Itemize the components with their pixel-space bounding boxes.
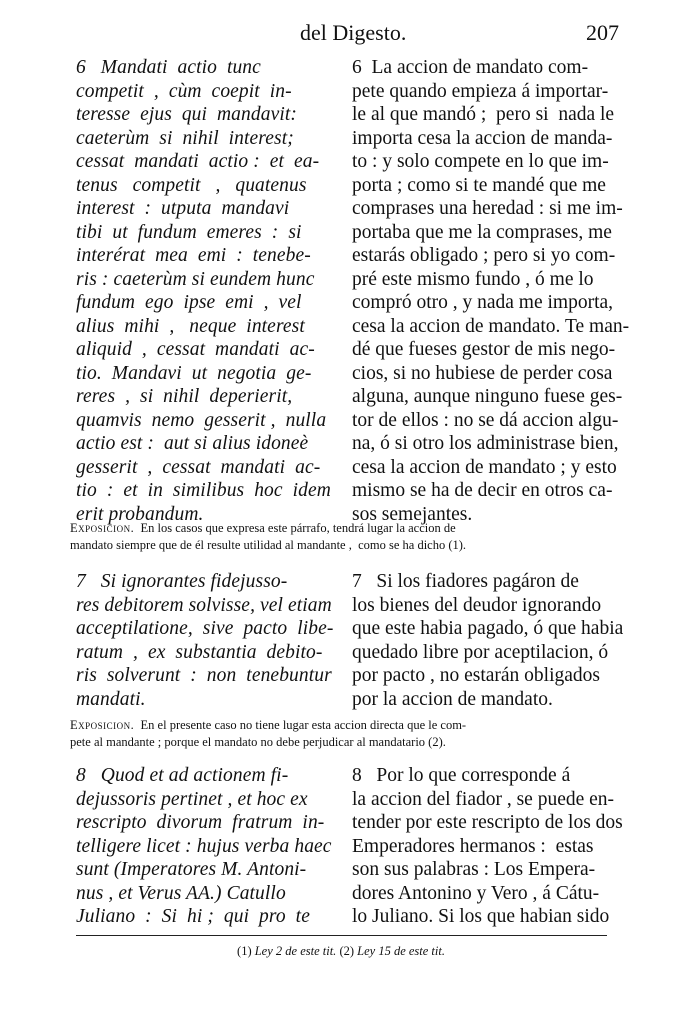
paragraph-8 (76, 764, 623, 930)
spanish-line: lo Juliano. Si los que habian sido (352, 906, 610, 927)
spanish-line: cesa la accion de mandato ; y esto (352, 456, 617, 478)
spanish-line: quedado libre por aceptilacion, ó (352, 641, 609, 663)
running-title: del Digesto. (300, 20, 407, 45)
exposition-note (70, 520, 618, 554)
latin-line: tenus competit , quatenus (76, 174, 307, 196)
spanish-line: estarás obligado ; pero si yo com- (352, 245, 616, 266)
latin-line: alius mihi , neque interest (76, 315, 305, 337)
spanish-line: le al que mandó ; pero si nada le (352, 104, 615, 125)
spanish-column (352, 764, 623, 929)
latin-line: teresse ejus qui mandavit: (76, 104, 297, 125)
exposition-line: mandato siempre que de él resulte utilidad al mandante , como se ha dicho (1). (70, 538, 467, 552)
spanish-line: na, ó si otro los administrase bien, (352, 433, 619, 454)
spanish-line: por pacto , no estarán obligados (352, 665, 601, 686)
spanish-line: Emperadores hermanos : estas (352, 835, 594, 857)
latin-line: interest : utputa mandavi (76, 198, 290, 219)
spanish-line: dores Antonino y Vero , á Cátu- (352, 882, 600, 904)
latin-line: 8 Quod et ad actionem fi- (76, 765, 289, 786)
spanish-line: dé que fueses gestor de mis nego- (352, 339, 616, 360)
footnotes (0, 944, 682, 959)
footnote-marker: (1) (237, 944, 252, 958)
latin-line: aliquid , cessat mandati ac- (76, 339, 315, 360)
latin-line: ris solverunt : non tenebuntur (76, 665, 332, 686)
spanish-line: la accion del fiador , se puede en- (352, 788, 615, 810)
latin-line: fundum ego ipse emi , vel (76, 292, 302, 313)
latin-line: tibi ut fundum emeres : si (76, 221, 302, 243)
latin-line: erit probandum. (76, 503, 204, 525)
latin-line: res debitorem solvisse, vel etiam (76, 594, 332, 616)
exposition-label: Exposicion. (70, 718, 135, 732)
latin-line: telligere licet : hujus verba haec (76, 835, 332, 857)
spanish-line: sos semejantes. (352, 503, 473, 525)
spanish-line: 8 Por lo que corresponde á (352, 765, 571, 786)
footnote-marker: (2) (339, 944, 355, 958)
latin-line: 6 Mandati actio tunc (76, 57, 261, 78)
latin-line: interérat mea emi : tenebe- (76, 245, 311, 266)
spanish-line: tender por este rescripto de los dos (352, 812, 623, 833)
latin-line: sunt (Imperatores M. Antoni- (76, 859, 307, 880)
footnote-divider (76, 935, 607, 936)
footnote-text: Ley 15 de este tit. (357, 944, 445, 958)
spanish-line: cesa la accion de mandato. Te man- (352, 315, 630, 337)
latin-line: 7 Si ignorantes fidejusso- (76, 571, 288, 592)
spanish-line: los bienes del deudor ignorando (352, 594, 602, 616)
spanish-line: cios, si no hubiese de perder cosa (352, 362, 613, 384)
spanish-line: to : y solo compete en lo que im- (352, 151, 609, 172)
spanish-line: pré este mismo fundo , ó me lo (352, 268, 594, 290)
spanish-line: pete quando empieza á importar- (352, 80, 609, 102)
spanish-line: 7 Si los fiadores pagáron de (352, 571, 579, 592)
spanish-line: porta ; como si te mandé que me (352, 174, 606, 196)
latin-line: rescripto divorum fratrum in- (76, 812, 325, 833)
latin-line: competit , cùm coepit in- (76, 80, 292, 102)
latin-line: tio : et in similibus hoc idem (76, 480, 331, 501)
latin-line: nus , et Verus AA.) Catullo (76, 882, 286, 904)
latin-line: ris : caeterùm si eundem hunc (76, 268, 315, 290)
exposition-note (70, 717, 618, 751)
page-number: 207 (586, 20, 619, 45)
latin-line: dejussoris pertinet , et hoc ex (76, 788, 308, 810)
exposition-label: Exposicion. (70, 521, 135, 535)
latin-line: ratum , ex substantia debito- (76, 641, 323, 663)
latin-line: gesserit , cessat mandati ac- (76, 456, 321, 478)
spanish-line: por la accion de mandato. (352, 688, 553, 710)
footnote-text: Ley 2 de este tit. (254, 944, 337, 958)
paragraph-7 (76, 570, 624, 715)
page-header (0, 18, 682, 48)
latin-line: tio. Mandavi ut negotia ge- (76, 362, 312, 384)
latin-line: reres , si nihil deperierit, (76, 386, 293, 407)
spanish-line: comprases una heredad : si me im- (352, 198, 623, 219)
latin-line: quamvis nemo gesserit , nulla (76, 409, 327, 431)
latin-line: Juliano : Si hi ; qui pro te (76, 906, 310, 927)
exposition-text: En el presente caso no tiene lugar esta accion directa que le com- (140, 718, 467, 732)
latin-column (76, 56, 338, 526)
spanish-line: alguna, aunque ninguno fuese ges- (352, 386, 623, 407)
paragraph-6 (76, 56, 630, 528)
latin-line: cessat mandati actio : et ea- (76, 151, 320, 172)
spanish-column (352, 56, 630, 526)
latin-line: actio est : aut si alius idoneè (76, 433, 309, 454)
spanish-line: son sus palabras : Los Empera- (352, 859, 596, 880)
spanish-line: 6 La accion de mandato com- (352, 57, 589, 78)
latin-line: acceptilatione, sive pacto libe- (76, 618, 334, 639)
latin-line: caeterùm si nihil interest; (76, 127, 294, 149)
exposition-line (70, 520, 618, 537)
spanish-line: importa cesa la accion de manda- (352, 127, 613, 149)
latin-column (76, 570, 338, 711)
exposition-text: En los casos que expresa este párrafo, tendrá lugar la accion de (140, 521, 456, 535)
exposition-line (70, 717, 618, 734)
spanish-column (352, 570, 624, 711)
exposition-line: pete al mandante ; porque el mandato no debe perjudicar al mandatario (2). (70, 735, 446, 749)
spanish-line: mismo se ha de decir en otros ca- (352, 480, 613, 501)
latin-column (76, 764, 338, 929)
spanish-line: que este habia pagado, ó que habia (352, 618, 624, 639)
spanish-line: compró otro , y nada me importa, (352, 292, 614, 313)
latin-line: mandati. (76, 688, 146, 710)
spanish-line: portaba que me la comprases, me (352, 221, 612, 243)
spanish-line: tor de ellos : no se dá accion algu- (352, 409, 619, 431)
